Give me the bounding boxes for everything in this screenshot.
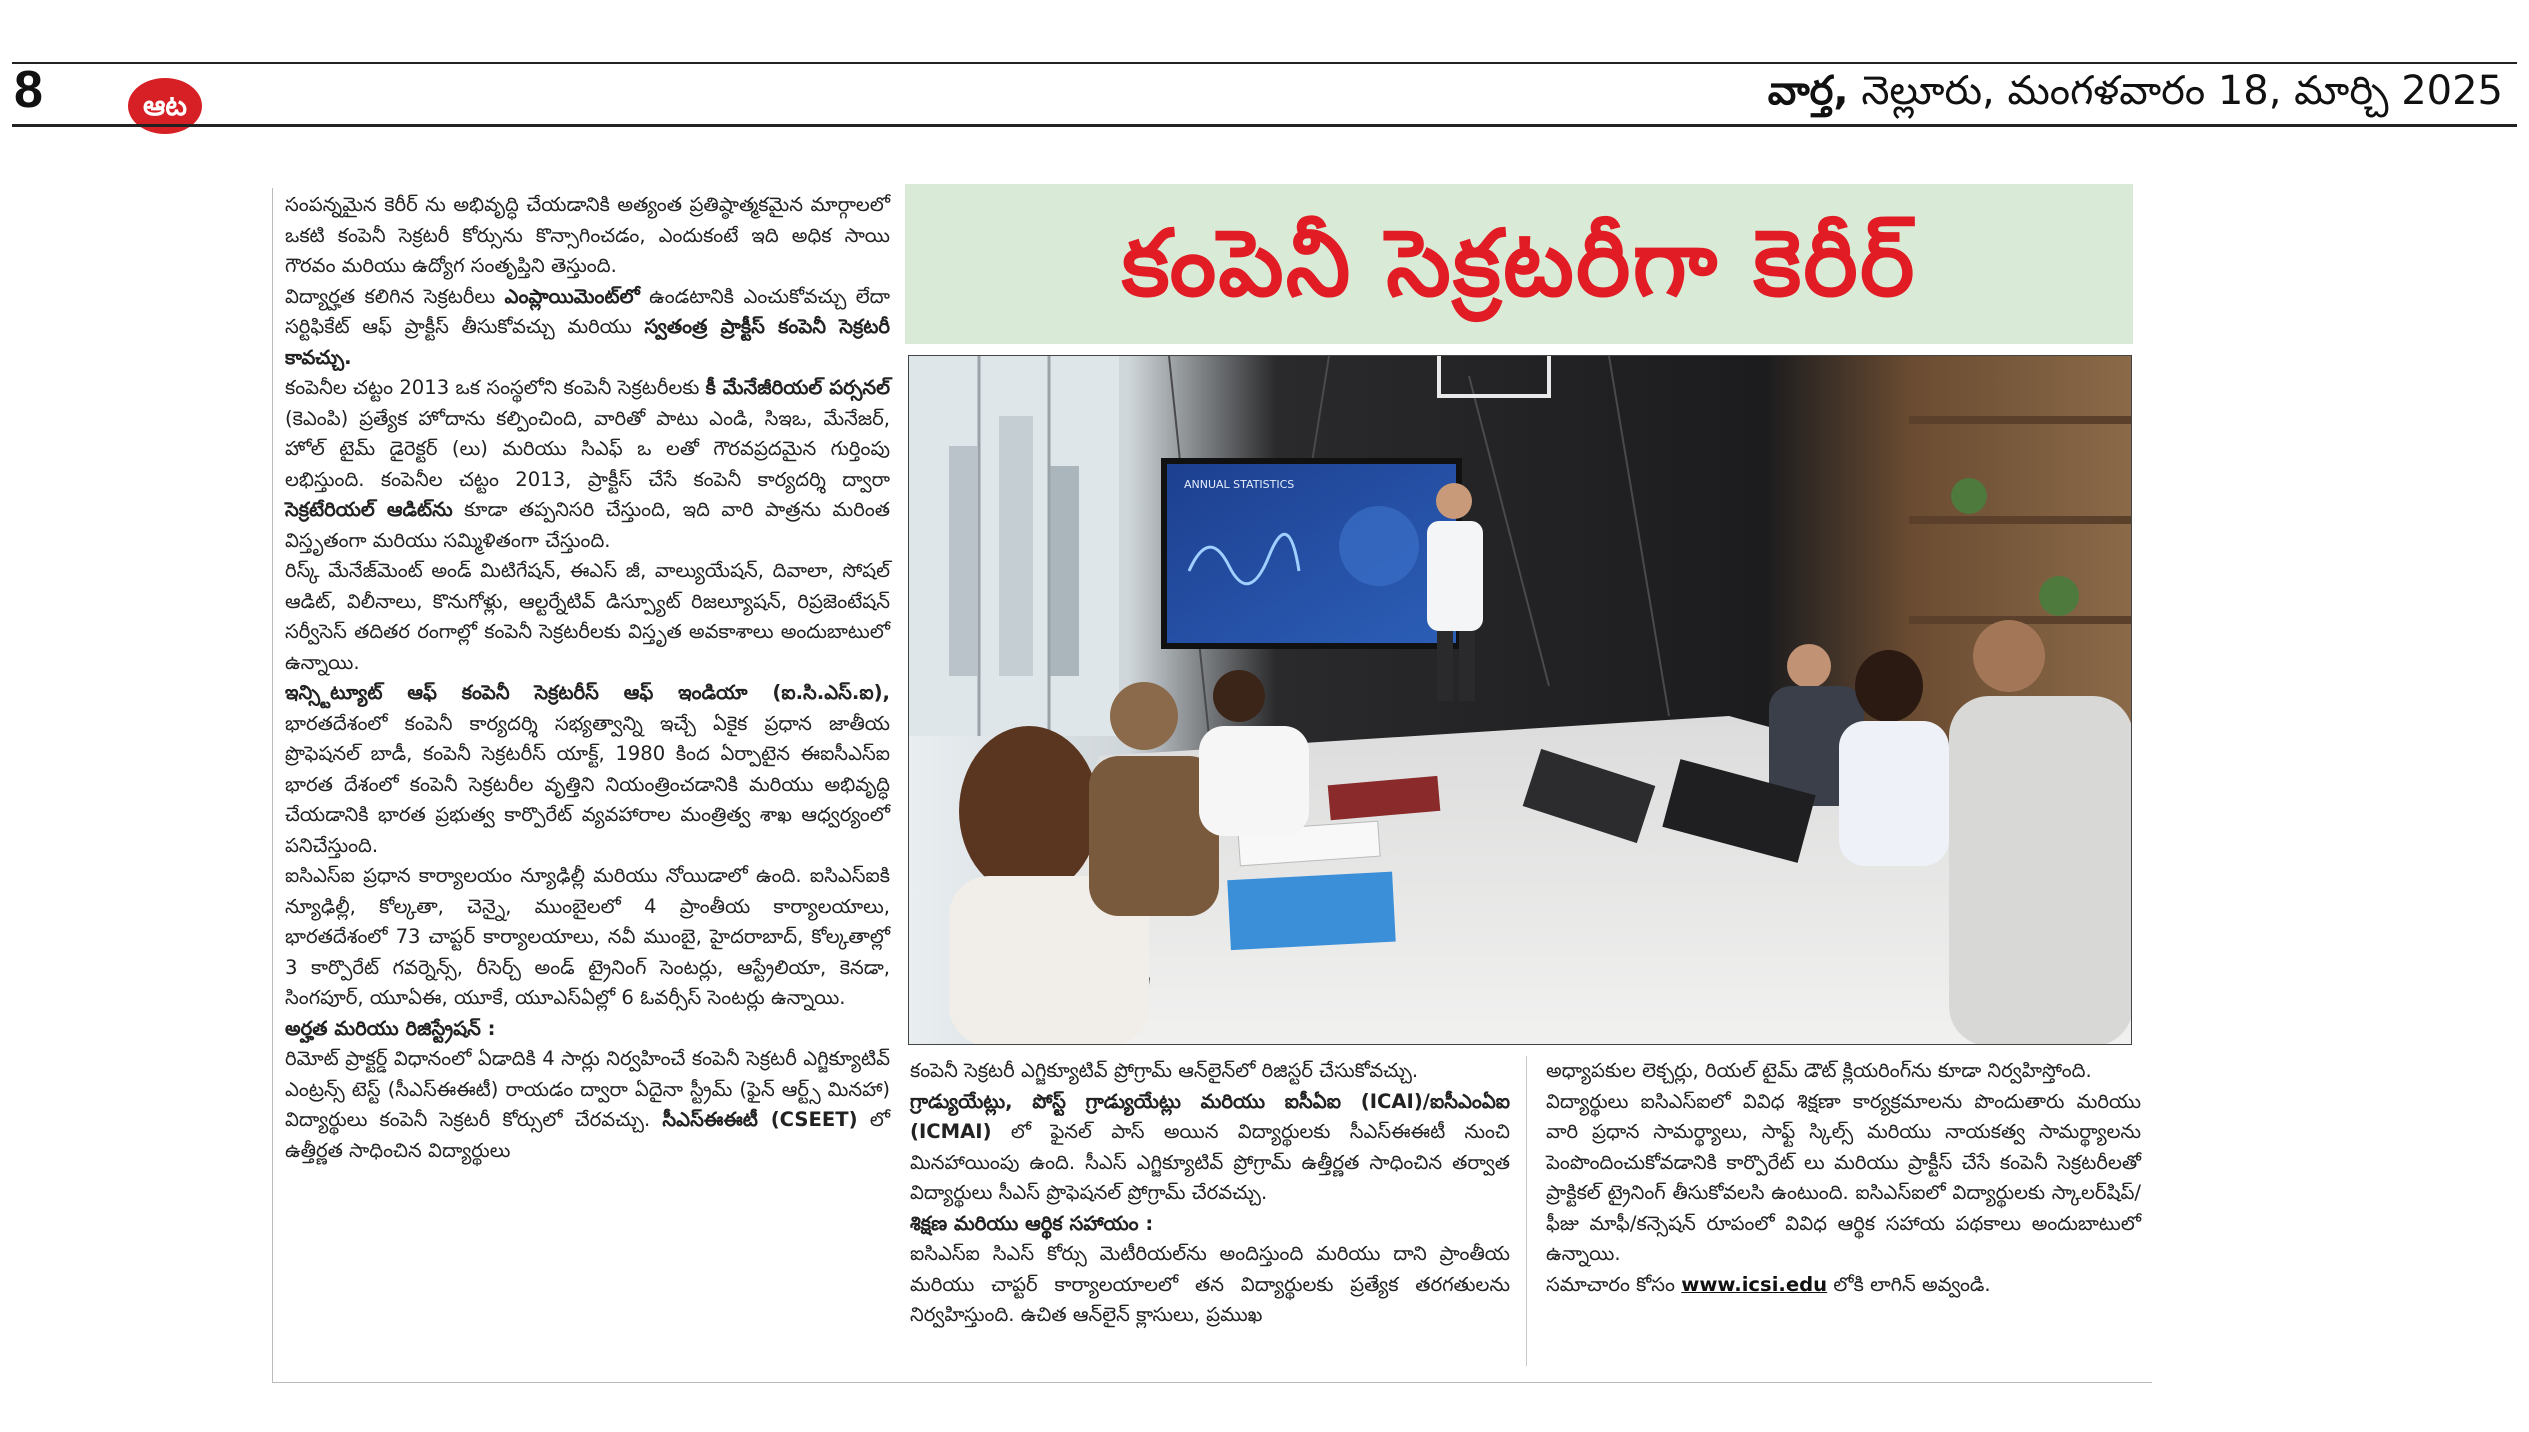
article-column-3 [1546,1056,2141,1300]
col1-p7-text-2: లో ఉత్తీర్ణత సాధించిన విద్యార్థులు [285,1108,890,1162]
col2-subheading-training [910,1209,1510,1240]
page-number: 8 [14,61,43,119]
icsi-website-link[interactable]: www.icsi.edu [1681,1272,1828,1296]
article-photo [908,355,2132,1045]
article-column-2 [910,1056,1510,1331]
col1-p5-text: భారతదేశంలో కంపెనీ కార్యదర్శి సభ్యత్వాన్ని ఇచ్చే ఏకైక ప్రధాన జాతీయ ప్రొఫెషనల్ బాడీ, కంపెనీ సెక్రటరీస్ యాక్ట్, 1980 కింద ఏర్పాటైన ఈఐసీఎస్ఐ భారత దేశంలో కంపెనీ సెక్రటరీల వృత్తిని నియంత్రించడానికి మరియు అభివృద్ధి చేయడానికి భారత ప్రభుత్వ కార్పొరేట్ వ్యవహారాల మంత్రిత్వ శాఖ ఆధ్వర్యంలో పనిచేస్తుంది. [285,711,890,857]
col3-paragraph-3 [1546,1270,2141,1301]
col1-paragraph-1: సంపన్నమైన కెరీర్ ను అభివృద్ధి చేయడానికి అత్యంత ప్రతిష్ఠాత్మకమైన మార్గాలలో ఒకటి కంపెనీ సెక్రటరీ కోర్సును కొన్సాగించడం, ఎందుకంటే ఇది అధిక సాయి గౌరవం మరియు ఉద్యోగ సంతృప్తిని తెస్తుంది. [285,193,890,277]
col2-p2-bold: గ్రాడ్యుయేట్లు, పోస్ట్ గ్రాడ్యుయేట్లు మరియు ఐసీఏఐ (ICAI)/ఐసీఎంఏఐ (ICMAI) [910,1089,1510,1143]
col1-p2-text-2: ఉండటానికి ఎంచుకోవచ్చు లేదా సర్టిఫికేట్ ఆఫ్ ప్రాక్టీస్ తీసుకోవచ్చు మరియు [285,284,890,338]
col1-p2-text: విద్యార్హత కలిగిన సెక్రటరీలు [285,284,505,308]
article-column-1 [285,190,890,1166]
col1-p7-bold: సీఎస్ఈఈటీ (CSEET) [662,1108,858,1131]
col2-paragraph-1: కంపెనీ సెక్రటరీ ఎగ్జిక్యూటివ్ ప్రోగ్రామ్ ఆన్‌లైన్‌లో రిజిస్టర్ చేసుకోవచ్చు. [910,1059,1419,1082]
masthead-bottom-rule [12,124,2517,127]
dateline [1768,64,2503,118]
col1-paragraph-5 [285,678,890,861]
photo-blue-folder [1227,872,1395,951]
dateline-text: నెల్లూరు, మంగళవారం 18, మార్చి 2025 [1848,68,2503,114]
paper-name: వార్త, [1767,68,1849,114]
article-frame-left [272,188,273,1382]
col1-paragraph-6: ఐసిఎస్ఐ ప్రధాన కార్యాలయం న్యూఢిల్లీ మరియు నోయిడాలో ఉంది. ఐసిఎస్ఐకి న్యూఢిల్లీ, కోల్కతా, చెన్నై, ముంబైలలో 4 ప్రాంతీయ కార్యాలయాలు, భారతదేశంలో 73 చాప్టర్ కార్యాలయాలు, నవీ ముంబై, హైదరాబాద్, కోల్కతాల్లో 3 కార్పొరేట్ గవర్నెన్స్, రీసెర్చ్ అండ్ ట్రైనింగ్ సెంటర్లు, ఆస్ట్రేలియా, కెనడా, సింగపూర్, యూఏఈ, యూకే, యూఎస్ఏల్లో 6 ఓవర్సీస్ సెంటర్లు ఉన్నాయి. [285,864,890,1009]
col1-p3-text: కంపెనీల చట్టం 2013 ఒక సంస్థలోని కంపెనీ సెక్రటరీలకు [285,376,706,399]
col1-paragraph-2 [285,282,890,374]
article-headline: కంపెనీ సెక్రటరీగా కెరీర్ [1121,210,1917,317]
article-frame-bottom [272,1382,2152,1383]
col3-paragraph-1: అధ్యాపకుల లెక్చర్లు, రియల్ టైమ్ డౌట్ క్లియరింగ్‌ను కూడా నిర్వహిస్తోంది. [1546,1059,2092,1082]
col2-p2-text: లో ఫైనల్ పాస్ అయిన విద్యార్థులకు సీఎస్ఈఈటీ నుంచి మినహాయింపు ఉంది. సీఎస్ ఎగ్జిక్యూటివ్ ప్రోగ్రామ్ ఉత్తీర్ణత సాధించిన తర్వాత విద్యార్థులు సీఎస్ ప్రొఫెషనల్ ప్రోగ్రామ్ చేరవచ్చు. [910,1120,1510,1204]
col2-heading-2: శిక్షణ మరియు ఆర్థిక సహాయం : [910,1211,1154,1235]
col1-p3-text-3: కూడా తప్పనిసరి చేస్తుంది, ఇది వారి పాత్రను మరింత విస్తృతంగా మరియు సమ్మిళితంగా చేస్తుంది. [285,498,890,552]
col1-p2-bold-2: స్వతంత్ర ప్రాక్టీస్ కంపెనీ సెక్రటరీ కావచ్చు. [285,315,890,369]
col1-p3-text-2: (కెఎంపి) ప్రత్యేక హోదాను కల్పించింది, వారితో పాటు ఎండి, సిఇఒ, మేనేజర్, హోల్ టైమ్ డైరెక్టర్ (లు) మరియు సిఎఫ్ ఒ లతో గౌరవప్రదమైన గుర్తింపు లభిస్తుంది. కంపెనీల చట్టం 2013, ప్రాక్టీస్ చేసే కంపెనీ కార్యదర్శి ద్వారా [285,406,890,491]
photo-screen-title: ANNUAL STATISTICS [1184,478,1295,491]
col3-p3-text: సమాచారం కోసం [1546,1272,1682,1296]
column-divider [1526,1056,1527,1366]
col1-subheading-eligibility [285,1014,890,1045]
col1-paragraph-4: రిస్క్ మేనేజ్‌మెంట్ అండ్ మిటిగేషన్, ఈఎస్ జీ, వాల్యుయేషన్, దివాలా, సోషల్ ఆడిట్, విలీనాలు, కొనుగోళ్లు, ఆల్టర్నేటివ్ డిస్ప్యూట్ రిజల్యూషన్, రిప్రజెంటేషన్ సర్వీసెస్ తదితర రంగాల్లో కంపెనీ సెక్రటరీలకు విస్తృత అవకాశాలు అందుబాటులో ఉన్నాయి. [285,559,890,674]
logo-text: ఆట [143,89,187,122]
col2-paragraph-3: ఐసిఎస్ఐ సిఎస్ కోర్సు మెటీరియల్‌ను అందిస్తుంది మరియు దాని ప్రాంతీయ మరియు చాప్టర్ కార్యాలయాలలో తన విద్యార్థులకు ప్రత్యేక తరగతులను నిర్వహిస్తుంది. ఉచిత ఆన్‌లైన్ క్లాసులు, ప్రముఖ [910,1242,1510,1326]
col1-paragraph-7 [285,1044,890,1166]
col1-p3-bold: కీ మేనేజీరియల్ పర్సనల్ [705,376,890,399]
col1-paragraph-3 [285,373,890,556]
col1-heading-1: అర్హత మరియు రిజిస్ట్రేషన్ : [285,1016,496,1040]
col1-p2-bold: ఎంప్లాయిమెంట్‌లో [504,284,640,308]
col2-paragraph-2 [910,1087,1510,1209]
col1-p3-bold-2: సెక్రటేరియల్ ఆడిట్‌ను [285,498,453,521]
col3-p3-text-2: లోకి లాగిన్ అవ్వండి. [1827,1272,1991,1296]
col1-p5-bold: ఇన్స్టిట్యూట్ ఆఫ్ కంపెనీ సెక్రటరీస్ ఆఫ్ ఇండియా (ఐ.సి.ఎస్.ఐ), [285,681,890,704]
col1-p7-text: రిమోట్ ప్రాక్టర్డ్ విధానంలో ఏడాదికి 4 సార్లు నిర్వహించే కంపెనీ సెక్రటరీ ఎగ్జిక్యూటివ్ ఎంట్రన్స్ టెస్ట్ (సీఎస్ఈఈటీ) రాయడం ద్వారా ఏదైనా స్ట్రీమ్ (ఫైన్ ఆర్ట్స్ మినహా) విద్యార్థులు కంపెనీ సెక్రటరీ కోర్సులో చేరవచ్చు. [285,1047,890,1131]
col3-paragraph-2: విద్యార్థులు ఐసిఎస్ఐలో వివిధ శిక్షణా కార్యక్రమాలను పొందుతారు మరియు వారి ప్రధాన సామర్థ్యాలు, సాఫ్ట్ స్కిల్స్ మరియు నాయకత్వ సామర్థ్యాలను పెంపొందించుకోవడానికి కార్పొరేట్ లు మరియు ప్రాక్టీస్ చేసే కంపెనీ సెక్రటరీలతో ప్రాక్టికల్ ట్రైనింగ్ తీసుకోవలసి ఉంటుంది. ఐసిఎస్ఐలో విద్యార్థులకు స్కాలర్‌షిప్‌/ఫీజు మాఫీ/కన్సెషన్ రూపంలో వివిధ ఆర్థిక సహాయ పథకాలు అందుబాటులో ఉన్నాయి. [1546,1089,2141,1265]
